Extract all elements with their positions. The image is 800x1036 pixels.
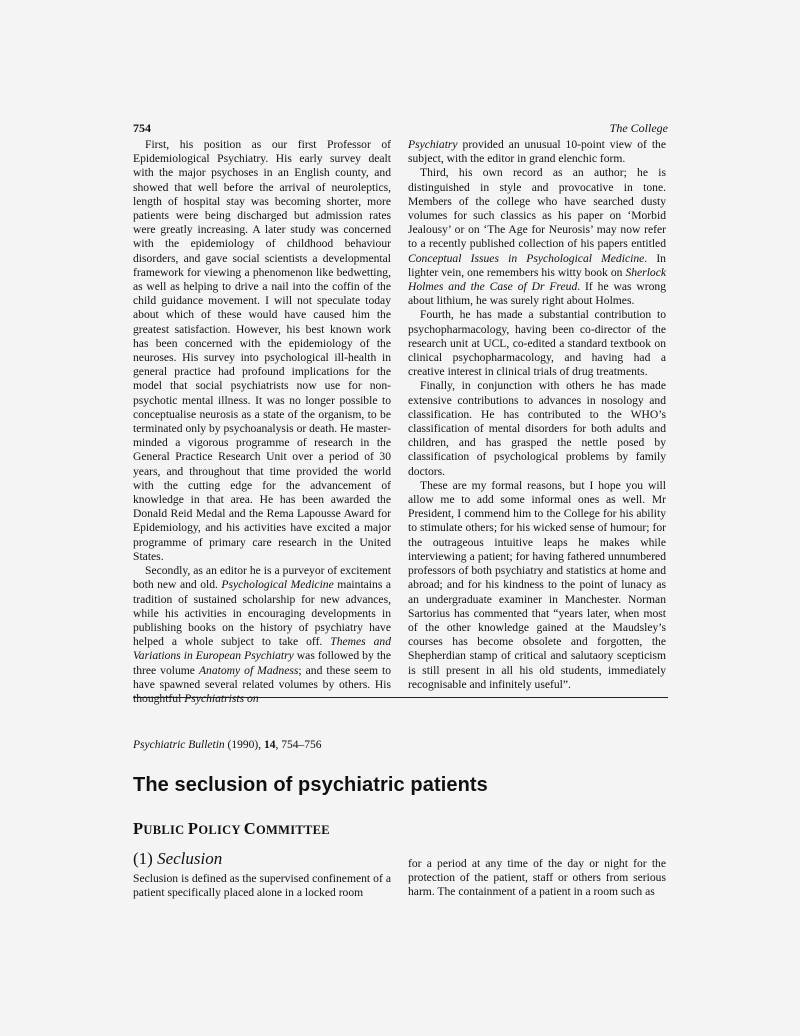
- paragraph: These are my formal reasons, but I hope you will allow me to add some informal ones as well. Mr President, I commend him to the College for his ability to stimulate others; for his wicked sense of humour; for the outrageous intuitive leaps he makes while interviewing a patient; for having fathered unnumbered professors of both psychiatry and statistics at home and abroad; and for his kindness to the point of lunacy as an undergraduate examiner in Manchester. Norman Sartorius has commented that “years later, when most of the other knowledge gained at the Maudsley’s courses has become obsolete and forgotten, the Shepherdian stamp of critical and salutaory scepticism is still present in all his old students, immediately recognisable and infinitely useful”.: [408, 478, 666, 691]
- paragraph: Seclusion is defined as the supervised confinement of a patient specifically placed alone in a locked room: [133, 872, 391, 900]
- left-column: [133, 138, 391, 706]
- article-title: The seclusion of psychiatric patients: [133, 774, 488, 796]
- page-number: 754: [133, 121, 151, 135]
- paragraph: for a period at any time of the day or night for the protection of the patient, staff or others from serious harm. The containment of a patient in a room such as: [408, 857, 666, 899]
- section-heading: (1) Seclusion: [133, 849, 223, 868]
- paragraph: Psychiatry provided an unusual 10-point view of the subject, with the editor in grand elenchic form.: [408, 138, 666, 166]
- paragraph: First, his position as our first Professor of Epidemiological Psychiatry. His early survey dealt with the major psychoses in an English county, and showed that well before the arrival of neuroleptics, length of hospital stay was becoming shorter, more patients were being discharged but admission rates were greatly increasing. A later study was concerned with the epidemiology of childhood behaviour disorders, and gave social scientists a developmental framework for viewing a phenomenon like bedwetting, as well as helping to drive a nail into the coffin of the child guidance movement. I will not speculate today about which of these would have caused him the greatest satisfaction. However, his best known work has been concerned with the epidemiology of the neuroses. His survey into psychological ill-health in general practice had profound implications for the model that social psychiatrists now use for non-psychotic mental illness. It was no longer possible to conceptualise neurosis as a state of the organism, to be terminated only by psychoanalysis or death. He master-minded a vigorous programme of research in the General Practice Research Unit over a period of 30 years, and throughout that time provided the world with the cutting edge for the advancement of knowledge in that area. He has been awarded the Donald Reid Medal and the Rema Lapousse Award for Epidemiology, and his activities have excited a major programme of primary care research in the United States.: [133, 138, 391, 563]
- paragraph: Third, his own record as an author; he is distinguished in style and provocative in tone. Members of the college who have searched dusty volumes for such classics as his paper on ‘Morbid Jealousy’ or on ‘The Age for Neurosis’ may now refer to a recently published collection of his papers entitled Conceptual Issues in Psychological Medicine. In lighter vein, one remembers his witty book on Sherlock Holmes and the Case of Dr Freud. If he was wrong about lithium, he was surely right about Holmes.: [408, 166, 667, 308]
- author-byline: PUBLIC POLICY COMMITTEE: [133, 819, 330, 838]
- divider-rule: [133, 697, 668, 698]
- section-right-column: [408, 857, 666, 900]
- running-head: The College: [609, 121, 668, 135]
- journal-citation: Psychiatric Bulletin (1990), 14, 754–756: [133, 739, 322, 751]
- paragraph: Fourth, he has made a substantial contribution to psychopharmacology, having been co-director of the research unit at UCL, co-edited a standard textbook on clinical psychopharmacology, and having had a creative interest in clinical trials of drug treatments.: [408, 308, 666, 379]
- paragraph: Finally, in conjunction with others he has made extensive contributions to advances in nosology and classification. He has contributed to the WHO’s classification of mental disorders for both adults and children, and has grasped the nettle posed by classification of psychological problems by family doctors.: [408, 379, 666, 478]
- right-column: [408, 138, 666, 692]
- section-left-column: [133, 872, 391, 900]
- paragraph: Secondly, as an editor he is a purveyor of excitement both new and old. Psychological Medicine maintains a tradition of sustained scholarship for new advances, while his activities in encouraging developments in publishing books on the history of psychiatry have helped a whole subject to take off. Themes and Variations in European Psychiatry was followed by the three volume Anatomy of Madness; and these seem to have spawned several related volumes by others. His thoughtful Psychiatrists on: [133, 564, 392, 705]
